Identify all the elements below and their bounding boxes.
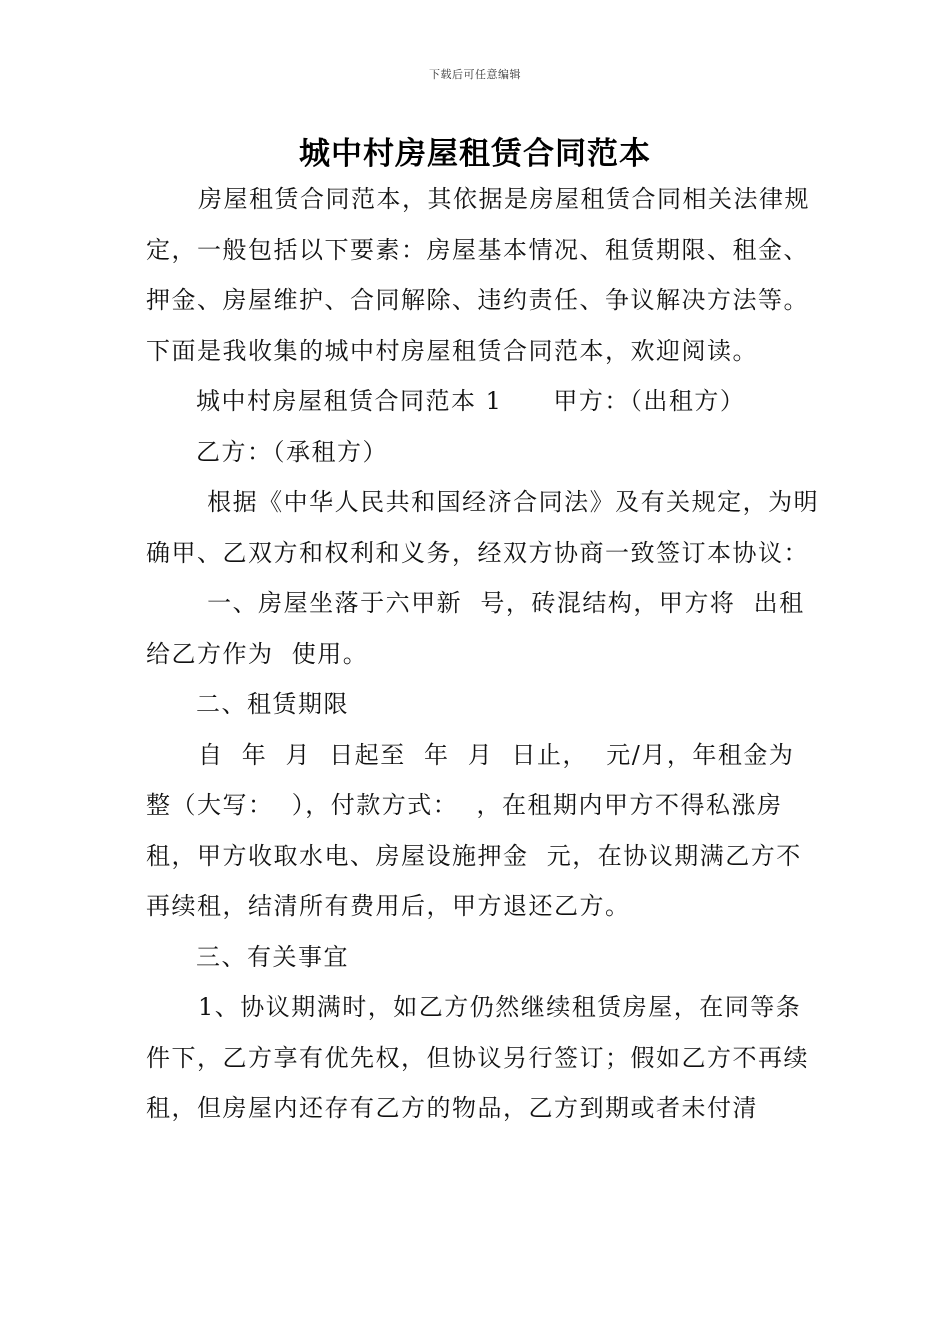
sample-heading-paragraph: 城中村房屋租赁合同范本 1 甲方：（出租方） [196, 387, 746, 415]
section-3-heading: 三、有关事宜 [196, 942, 349, 971]
clause-1-paragraph: 一、房屋坐落于六甲新 号，砖混结构，甲方将 出租给乙方作为 使用。 [146, 589, 805, 668]
header-note: 下载后可任意编辑 [429, 68, 521, 81]
matters-paragraph: 1、协议期满时，如乙方仍然继续租赁房屋，在同等条件下，乙方享有优先权，但协议另行签订；假如乙方不再续租，但房屋内还存有乙方的物品，乙方到期或者未付清 [146, 993, 809, 1122]
basis-paragraph: 根据《中华人民共和国经济合同法》及有关规定，为明确甲、乙双方和权利和义务，经双方协商一致签订本协议： [146, 488, 820, 567]
party-b-paragraph: 乙方：（承租方） [196, 437, 388, 466]
document-body [146, 174, 826, 1134]
term-paragraph: 自 年 月 日起至 年 月 日止， 元/月，年租金为 整（大写： ），付款方式： ，在租期内甲方不得私涨房租，甲方收取水电、房屋设施押金 元，在协议期满乙方不再续租，结清所有费用后，甲方退还乙方。 [146, 740, 813, 920]
section-2-heading: 二、租赁期限 [196, 690, 349, 718]
document-title: 城中村房屋租赁合同范本 [299, 136, 651, 172]
intro-paragraph: 房屋租赁合同范本，其依据是房屋租赁合同相关法律规定，一般包括以下要素：房屋基本情况、租赁期限、租金、押金、房屋维护、合同解除、违约责任、争议解决方法等。下面是我收集的城中村房屋租赁合同范本，欢迎阅读。 [146, 185, 810, 365]
